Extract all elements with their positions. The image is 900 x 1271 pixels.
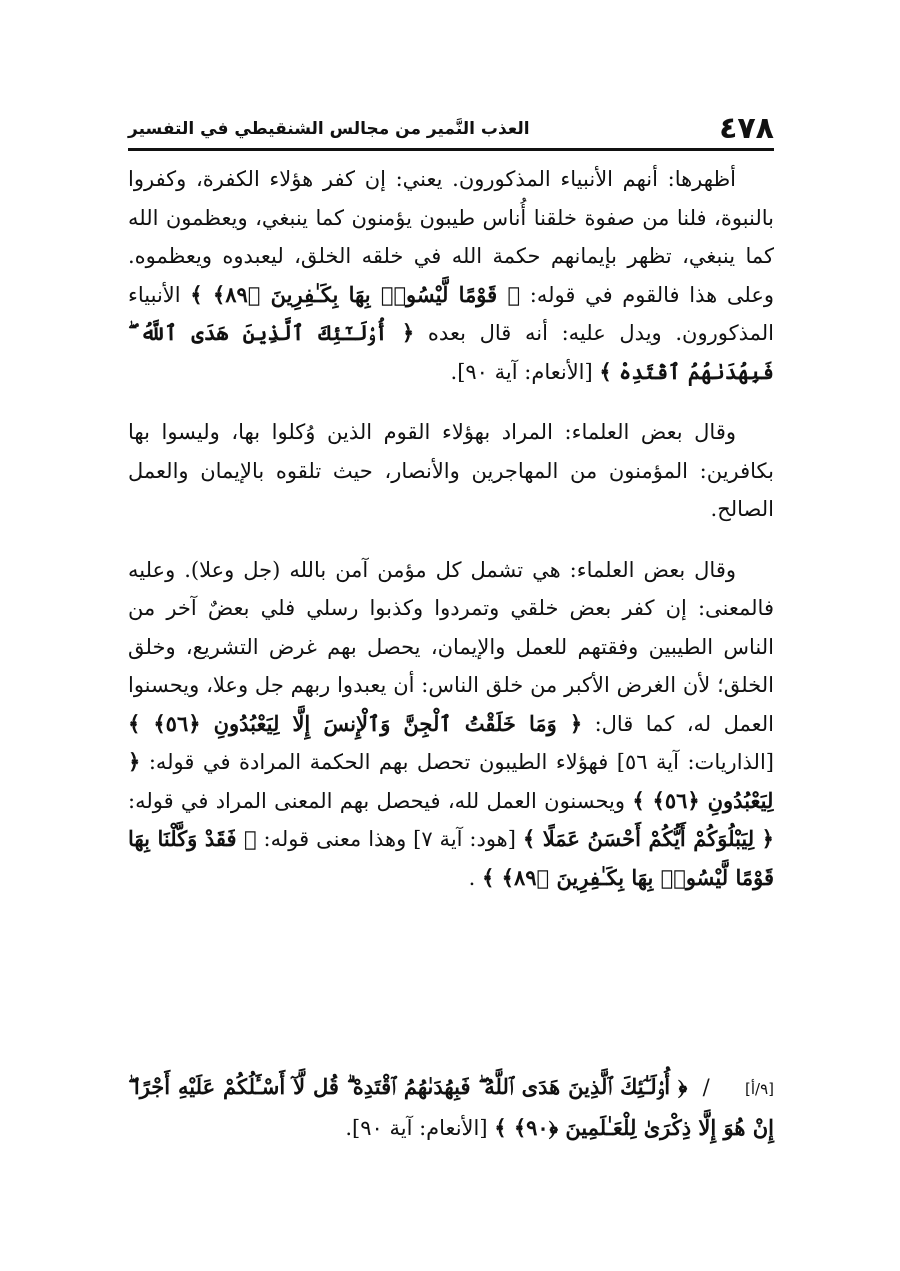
quran-verse: ﴿ لِيَبْلُوَكُمْ أَيُّكُمْ أَحْسَنُ عَمَلًا ﴾ — [522, 826, 774, 851]
paragraph-text: [هود: آية ٧] وهذا معنى قوله: — [256, 827, 516, 851]
footnote-slash: / — [702, 1075, 710, 1099]
main-text — [128, 160, 774, 897]
paragraph-text: وقال بعض العلماء: هي تشمل كل مؤمن آمن بالله (جل وعلا). وعليه فالمعنى: إن كفر بعض خلقي وتمردوا وكذبوا رسلي فلي بعضٌ آخر من الناس الطيبين وفقتهم للعمل والإيمان، يحصل بهم غرض التشريع، وخلق الخلق؛ لأن الغرض الأكبر من خلق الناس: أن يعبدوا ربهم جل وعلا، ويحسنوا العمل له، كما قال: — [128, 557, 774, 736]
paragraph-1 — [128, 160, 774, 391]
quran-verse: ﴿ أُو۟لَـٰٓئِكَ ٱلَّذِينَ هَدَى ٱللَّهُ ۖ فَبِهُدَىٰهُمُ ٱقْتَدِهْ ﴾ — [128, 320, 774, 384]
paragraph-text: . — [468, 865, 476, 890]
footnote-reference: [٩/أ] — [745, 1080, 775, 1098]
citation: [الأنعام: آية ٩٠]. — [345, 1115, 488, 1140]
quran-verse: ﴿ أُو۟لَـٰٓئِكَ ٱلَّذِينَ هَدَى ٱللَّهُ ۖ فَبِهُدَىٰهُمُ ٱقْتَدِهْ ۗ قُل لَّآ أَسْـَٔلُكُمْ عَلَيْهِ أَجْرًا ۖ إِنْ هُوَ إِلَّا ذِكْرَىٰ لِلْعَـٰلَمِينَ ﴿٩٠﴾ ﴾ — [128, 1074, 774, 1140]
paragraph-text: الأنبياء المذكورون. ويدل عليه: أنه قال بعده — [128, 282, 774, 345]
paragraph-text: أظهرها: أنهم الأنبياء المذكورون. يعني: إن كفر هؤلاء الكفرة، وكفروا بالنبوة، فلنا من صفوة خلقنا أُناس طيبون يؤمنون كما ينبغي، ويعظمون الله كما ينبغي، تظهر بإيمانهم حكمة الله في خلقه الخلق، ليعبدوه ويعظموه. وعلى هذا فالقوم في قوله: — [128, 167, 774, 307]
quran-verse: ﴿ لِيَعْبُدُونِ ﴿٥٦﴾ ﴾ — [128, 749, 774, 813]
footnote — [128, 1068, 774, 1147]
quran-verse: ﴿ وَمَا خَلَقْتُ ٱلْجِنَّ وَٱلْإِنسَ إِلَّا لِيَعْبُدُونِ ﴿٥٦﴾ ﴾ — [128, 710, 583, 736]
page-number: ٤٧٨ — [719, 111, 774, 146]
page-header — [128, 104, 774, 148]
quran-verse: ﴿ فَقَدْ وَكَّلْنَا بِهَا قَوْمًا لَّيْسُوا۟ بِهَا بِكَـٰفِرِينَ ﴿٨٩﴾ ﴾ — [128, 826, 774, 890]
quran-verse: ﴿ قَوْمًا لَّيْسُوا۟ بِهَا بِكَـٰفِرِينَ ﴿٨٩﴾ ﴾ — [190, 281, 521, 307]
paragraph-text: ويحسنون العمل لله، فيحصل بهم المعنى المراد في قوله: — [128, 788, 626, 813]
paragraph-3 — [128, 551, 774, 898]
running-title: العذب النَّمير من مجالس الشنقيطي في التفسير — [128, 119, 530, 139]
header-rule — [128, 148, 774, 151]
paragraph-2: وقال بعض العلماء: المراد بهؤلاء القوم الذين وُكلوا بها، وليسوا بها بكافرين: المؤمنون من المهاجرين والأنصار، حيث تلقوه بالإيمان والعمل الصالح. — [128, 420, 774, 521]
paragraph-text: [الذاريات: آية ٥٦] فهؤلاء الطيبون تحصل بهم الحكمة المرادة في قوله: — [140, 750, 774, 774]
citation: [الأنعام: آية ٩٠]. — [450, 359, 593, 384]
